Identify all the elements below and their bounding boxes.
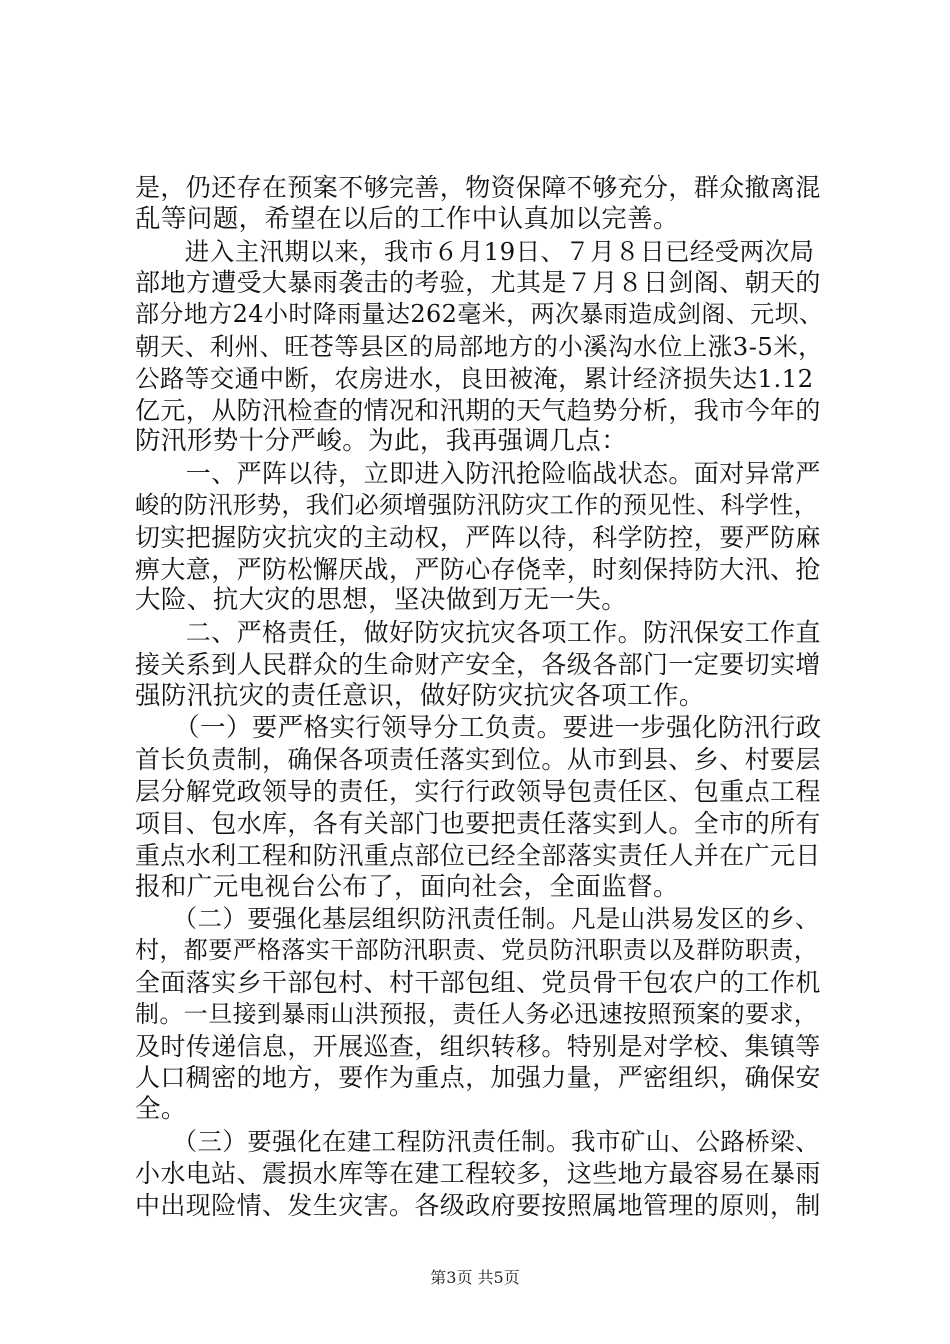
text-line: 痹大意，严防松懈厌战，严防心存侥幸，时刻保持防大汛、抢 xyxy=(135,554,821,584)
text-line: 防汛形势十分严峻。为此，我再强调几点： xyxy=(135,426,628,457)
text-line: 部地方遭受大暴雨袭击的考验，尤其是７月８日剑阁、朝天的 xyxy=(135,268,821,298)
text-line: 公路等交通中断，农房进水，良田被淹，累计经济损失达1.12 xyxy=(135,363,814,393)
text-line: 层分解党政领导的责任，实行行政领导包责任区、包重点工程 xyxy=(135,777,821,807)
text-line: 村，都要严格落实干部防汛职责、党员防汛职责以及群防职责， xyxy=(135,936,819,965)
text-line: 制。一旦接到暴雨山洪预报，责任人务必迅速按照预案的要求， xyxy=(135,999,819,1028)
text-line: 强防汛抗灾的责任意识，做好防灾抗灾各项工作。 xyxy=(135,680,705,711)
text-line: 小水电站、震损水库等在建工程较多，这些地方最容易在暴雨 xyxy=(135,1158,821,1188)
text-line: （三）要强化在建工程防汛责任制。我市矿山、公路桥梁、 xyxy=(135,1126,820,1156)
text-line: 乱等问题，希望在以后的工作中认真加以完善。 xyxy=(135,203,679,234)
document-body xyxy=(135,172,825,1221)
text-line: 一、严阵以待，立即进入防汛抢险临战状态。面对异常严 xyxy=(135,459,821,489)
text-line: 切实把握防灾抗灾的主动权，严阵以待，科学防控，要严防麻 xyxy=(135,522,821,552)
page-number-footer: 第3页 共5页 xyxy=(430,1268,520,1287)
text-line: 首长负责制，确保各项责任落实到位。从市到县、乡、村要层 xyxy=(135,745,821,775)
text-line: 二、严格责任，做好防灾抗灾各项工作。防汛保安工作直 xyxy=(135,618,821,648)
text-line: 项目、包水库，各有关部门也要把责任落实到人。全市的所有 xyxy=(135,808,821,838)
text-line: 人口稠密的地方，要作为重点，加强力量，严密组织，确保安 xyxy=(135,1063,821,1093)
text-line: （一）要严格实行领导分工负责。要进一步强化防汛行政 xyxy=(135,712,822,743)
text-line: 朝天、利州、旺苍等县区的局部地方的小溪沟水位上涨3-5米， xyxy=(135,331,824,361)
text-line: 进入主汛期以来，我市６月19日、７月８日已经受两次局 xyxy=(135,236,815,266)
text-line: 亿元，从防汛检查的情况和汛期的天气趋势分析，我市今年的 xyxy=(135,395,821,425)
text-line: 全面落实乡干部包村、村干部包组、党员骨干包农户的工作机 xyxy=(135,967,821,997)
text-line: 中出现险情、发生灾害。各级政府要按照属地管理的原则，制 xyxy=(135,1190,821,1220)
text-line: 是，仍还存在预案不够完善，物资保障不够充分，群众撤离混 xyxy=(135,173,821,202)
text-line: 重点水利工程和防汛重点部位已经全部落实责任人并在广元日 xyxy=(135,840,821,870)
text-line: 报和广元电视台公布了，面向社会，全面监督。 xyxy=(135,871,679,902)
text-line: 峻的防汛形势，我们必须增强防汛防灾工作的预见性、科学性， xyxy=(135,490,819,519)
text-line: 大险、抗大灾的思想，坚决做到万无一失。 xyxy=(135,585,628,616)
text-line: 及时传递信息，开展巡查，组织转移。特别是对学校、集镇等 xyxy=(135,1031,821,1061)
text-line: 部分地方24小时降雨量达262毫米，两次暴雨造成剑阁、元坝、 xyxy=(135,300,824,329)
text-line: 全。 xyxy=(135,1094,187,1125)
text-line: （二）要强化基层组织防汛责任制。凡是山洪易发区的乡、 xyxy=(135,904,820,934)
text-line: 接关系到人民群众的生命财产安全，各级各部门一定要切实增 xyxy=(135,649,821,679)
